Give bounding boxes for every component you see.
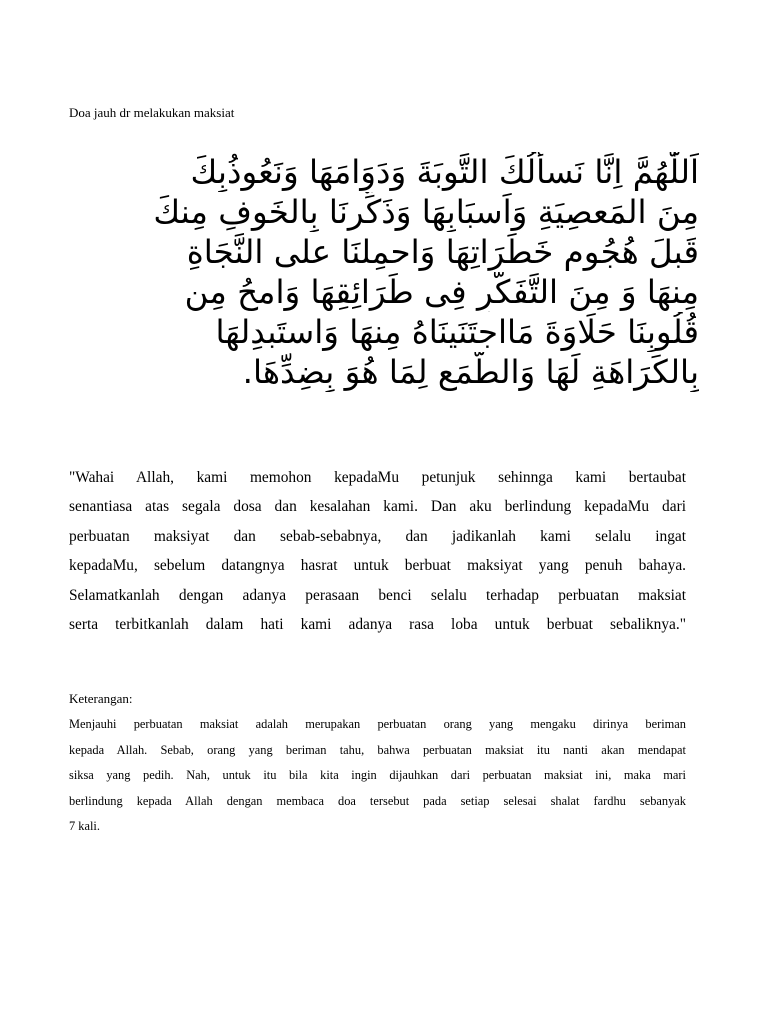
- explanation-line: 7 kali.: [69, 819, 100, 834]
- document-title: Doa jauh dr melakukan maksiat: [69, 105, 235, 120]
- translation-line: senantiasa atas segala dosa dan kesalahan kami. Dan aku berlindung kepadaMu dari: [69, 498, 686, 516]
- prayer-translation: [69, 463, 686, 639]
- explanation-line: Menjauhi perbuatan maksiat adalah merupakan perbuatan orang yang mengaku dirinya beriman: [69, 717, 686, 731]
- explanation-line: berlindung kepada Allah dengan membaca doa tersebut pada setiap selesai shalat fardhu sebanyak: [69, 793, 686, 808]
- translation-line: kepadaMu, sebelum datangnya hasrat untuk berbuat maksiyat yang penuh bahaya.: [69, 557, 686, 575]
- arabic-line: مِنَ المَعصِيَةِ وَاَسبَابِهَا وَذَكِّرنَا بِالخَوفِ مِنكَ: [153, 193, 699, 231]
- arabic-line: مِنهَا وَ مِنَ التَّفَكُّرِ فِى طَرَائِقِهَا وَامحُ مِن: [184, 273, 699, 311]
- arabic-line: بِالكَرَاهَةِ لَهَا وَالطَّمَعِ لِمَا هُوَ بِضِدِّهَا.: [242, 353, 699, 391]
- explanation-line: kepada Allah. Sebab, orang yang beriman tahu, bahwa perbuatan maksiat itu nanti akan mendapat: [69, 742, 686, 757]
- translation-line: Selamatkanlah dengan adanya perasaan benci selalu terhadap perbuatan maksiat: [69, 586, 686, 604]
- explanation-paragraph: [69, 712, 686, 840]
- translation-line: "Wahai Allah, kami memohon kepadaMu petunjuk sehinnga kami bertaubat: [69, 469, 686, 486]
- translation-line: serta terbitkanlah dalam hati kami adanya rasa loba untuk berbuat sebaliknya.": [69, 616, 686, 634]
- translation-line: perbuatan maksiyat dan sebab-sebabnya, dan jadikanlah kami selalu ingat: [69, 527, 686, 545]
- arabic-line: قَبلَ هُجُومِ خَطَرَاتِهَا وَاحمِلنَا على النَّجَاةِ: [186, 233, 699, 271]
- arabic-line: قُلُوبِنَا حَلَاوَةَ مَااجتَنَينَاهُ مِنهَا وَاستَبدِلهَا: [215, 313, 699, 351]
- arabic-line: اَللّٰهُمَّ اِنَّا نَسأَلُكَ التَّوبَةَ وَدَوَامَهَا وَنَعُوذُبِكَ: [190, 153, 699, 191]
- explanation-line: siksa yang pedih. Nah, untuk itu bila kita ingin dijauhkan dari perbuatan maksiat ini, maka mari: [69, 768, 686, 783]
- explanation-heading: Keterangan:: [69, 691, 133, 706]
- arabic-prayer: [69, 152, 699, 392]
